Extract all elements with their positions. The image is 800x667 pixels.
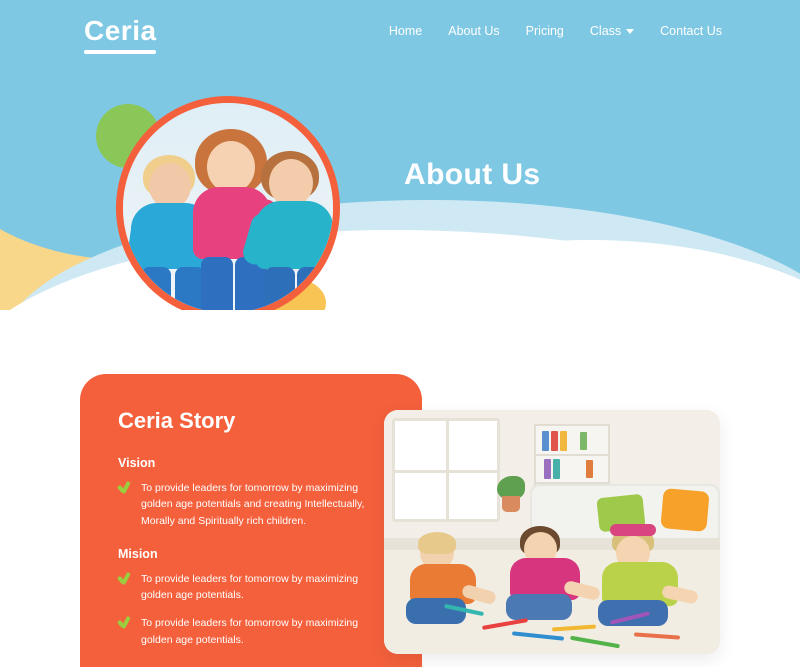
bullet-text: To provide leaders for tomorrow by maximizing golden age potentials and creating Intellectually, Morally and Spiritually rich children. (141, 482, 365, 527)
page-title: About Us (404, 158, 541, 191)
nav-links (389, 24, 722, 38)
nav-item-home[interactable] (389, 24, 422, 38)
about-section (0, 310, 800, 667)
check-icon (118, 572, 131, 585)
hero-photo-ring (116, 96, 340, 310)
nav-item-class[interactable] (590, 24, 634, 38)
cushion-orange (660, 488, 709, 532)
vision-heading: Vision (118, 456, 156, 470)
story-title: Ceria Story (118, 408, 236, 433)
logo-text: Ceria (84, 15, 157, 46)
hero-photo (116, 96, 340, 310)
hero-section (0, 0, 800, 310)
child-left (404, 536, 500, 632)
check-icon (118, 481, 131, 494)
nav-label: Contact Us (660, 24, 722, 38)
logo-underline (84, 50, 156, 54)
ceria-story-card (80, 374, 422, 667)
nav-item-about-us[interactable] (448, 24, 499, 38)
nav-label: Pricing (525, 24, 564, 38)
child-middle (502, 528, 606, 632)
mision-heading: Mision (118, 546, 158, 561)
list-item (118, 571, 388, 604)
hero-kids-image (123, 103, 333, 310)
child-right (592, 530, 704, 634)
about-photo (384, 410, 720, 654)
bullet-text: To provide leaders for tomorrow by maximizing golden age potentials. (141, 572, 359, 602)
nav-label: Home (388, 24, 423, 38)
nav-label: About Us (448, 24, 500, 38)
bullet-text: To provide leaders for tomorrow by maximizing golden age potentials. (141, 617, 359, 646)
nav-item-contact-us[interactable] (660, 24, 722, 38)
plant-pot (502, 496, 520, 512)
list-item (118, 480, 388, 529)
chevron-down-icon (626, 29, 634, 34)
nav-item-pricing[interactable] (526, 24, 564, 38)
main-navigation (0, 0, 800, 62)
nav-label: Class (589, 24, 622, 38)
site-logo[interactable] (84, 17, 157, 45)
check-icon (118, 616, 131, 629)
list-item (118, 615, 388, 648)
window-icon (392, 418, 500, 522)
